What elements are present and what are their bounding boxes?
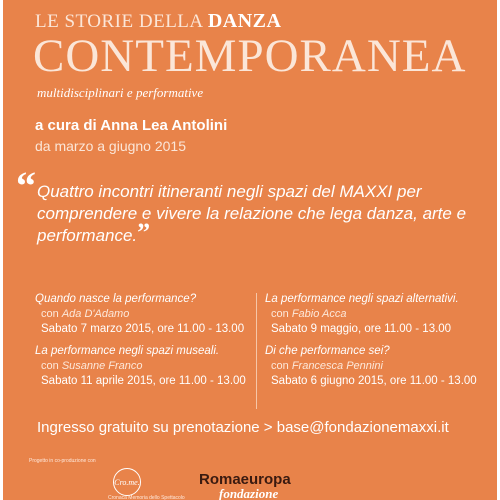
event-item — [265, 344, 495, 389]
entry-info — [37, 419, 449, 436]
production-label: Progetto in co-produzione con — [29, 458, 96, 464]
crome-logo: Cro.me. — [113, 468, 141, 496]
quote-open-mark: “ — [16, 163, 36, 208]
romaeuropa-logo — [199, 473, 291, 500]
entry-text: Ingresso gratuito su prenotazione > — [37, 419, 273, 436]
event-item — [35, 292, 265, 337]
title-prefix: LE STORIE DELLA — [35, 11, 203, 32]
quote-close-mark: ” — [137, 218, 151, 247]
curator: a cura di Anna Lea Antolini — [35, 117, 228, 134]
events-column-right — [265, 292, 495, 396]
title-strong: DANZA — [207, 10, 282, 32]
poster — [3, 0, 497, 500]
romaeuropa-sub: fondazione — [219, 486, 279, 500]
email-link[interactable]: base@fondazionemaxxi.it — [276, 419, 449, 436]
event-speaker: con Ada D'Adamo — [41, 308, 130, 320]
footer — [3, 455, 497, 500]
event-title: La performance negli spazi alternativi. — [265, 293, 459, 305]
event-item — [35, 344, 265, 389]
intro-quote — [37, 181, 487, 247]
event-date: Sabato 11 aprile 2015, ore 11.00 - 13.00 — [41, 375, 246, 387]
event-speaker: con Fabio Acca — [271, 308, 347, 320]
events-column-left — [35, 292, 265, 396]
crome-caption: Cronaca Memoria dello Spettacolo — [108, 495, 185, 500]
date-range: da marzo a giugno 2015 — [35, 138, 186, 154]
event-title: Di che performance sei? — [265, 345, 390, 357]
event-speaker: con Francesca Pennini — [271, 360, 383, 372]
event-date: Sabato 7 marzo 2015, ore 11.00 - 13.00 — [41, 323, 245, 335]
event-date: Sabato 6 giugno 2015, ore 11.00 - 13.00 — [271, 375, 477, 387]
quote-text: Quattro incontri itineranti negli spazi del MAXXI per comprendere e vivere la relazione che lega danza, arte e performance. — [37, 182, 467, 245]
romaeuropa-name: Romaeuropa — [199, 471, 291, 488]
event-title: Quando nasce la performance? — [35, 293, 197, 305]
subtitle: multidisciplinari e performative — [37, 85, 204, 100]
event-speaker: con Susanne Franco — [41, 360, 143, 372]
column-divider — [256, 293, 257, 409]
page-title: CONTEMPORANEA — [33, 30, 467, 82]
event-title: La performance negli spazi museali. — [35, 345, 220, 357]
event-date: Sabato 9 maggio, ore 11.00 - 13.00 — [271, 323, 452, 335]
event-item — [265, 292, 495, 337]
